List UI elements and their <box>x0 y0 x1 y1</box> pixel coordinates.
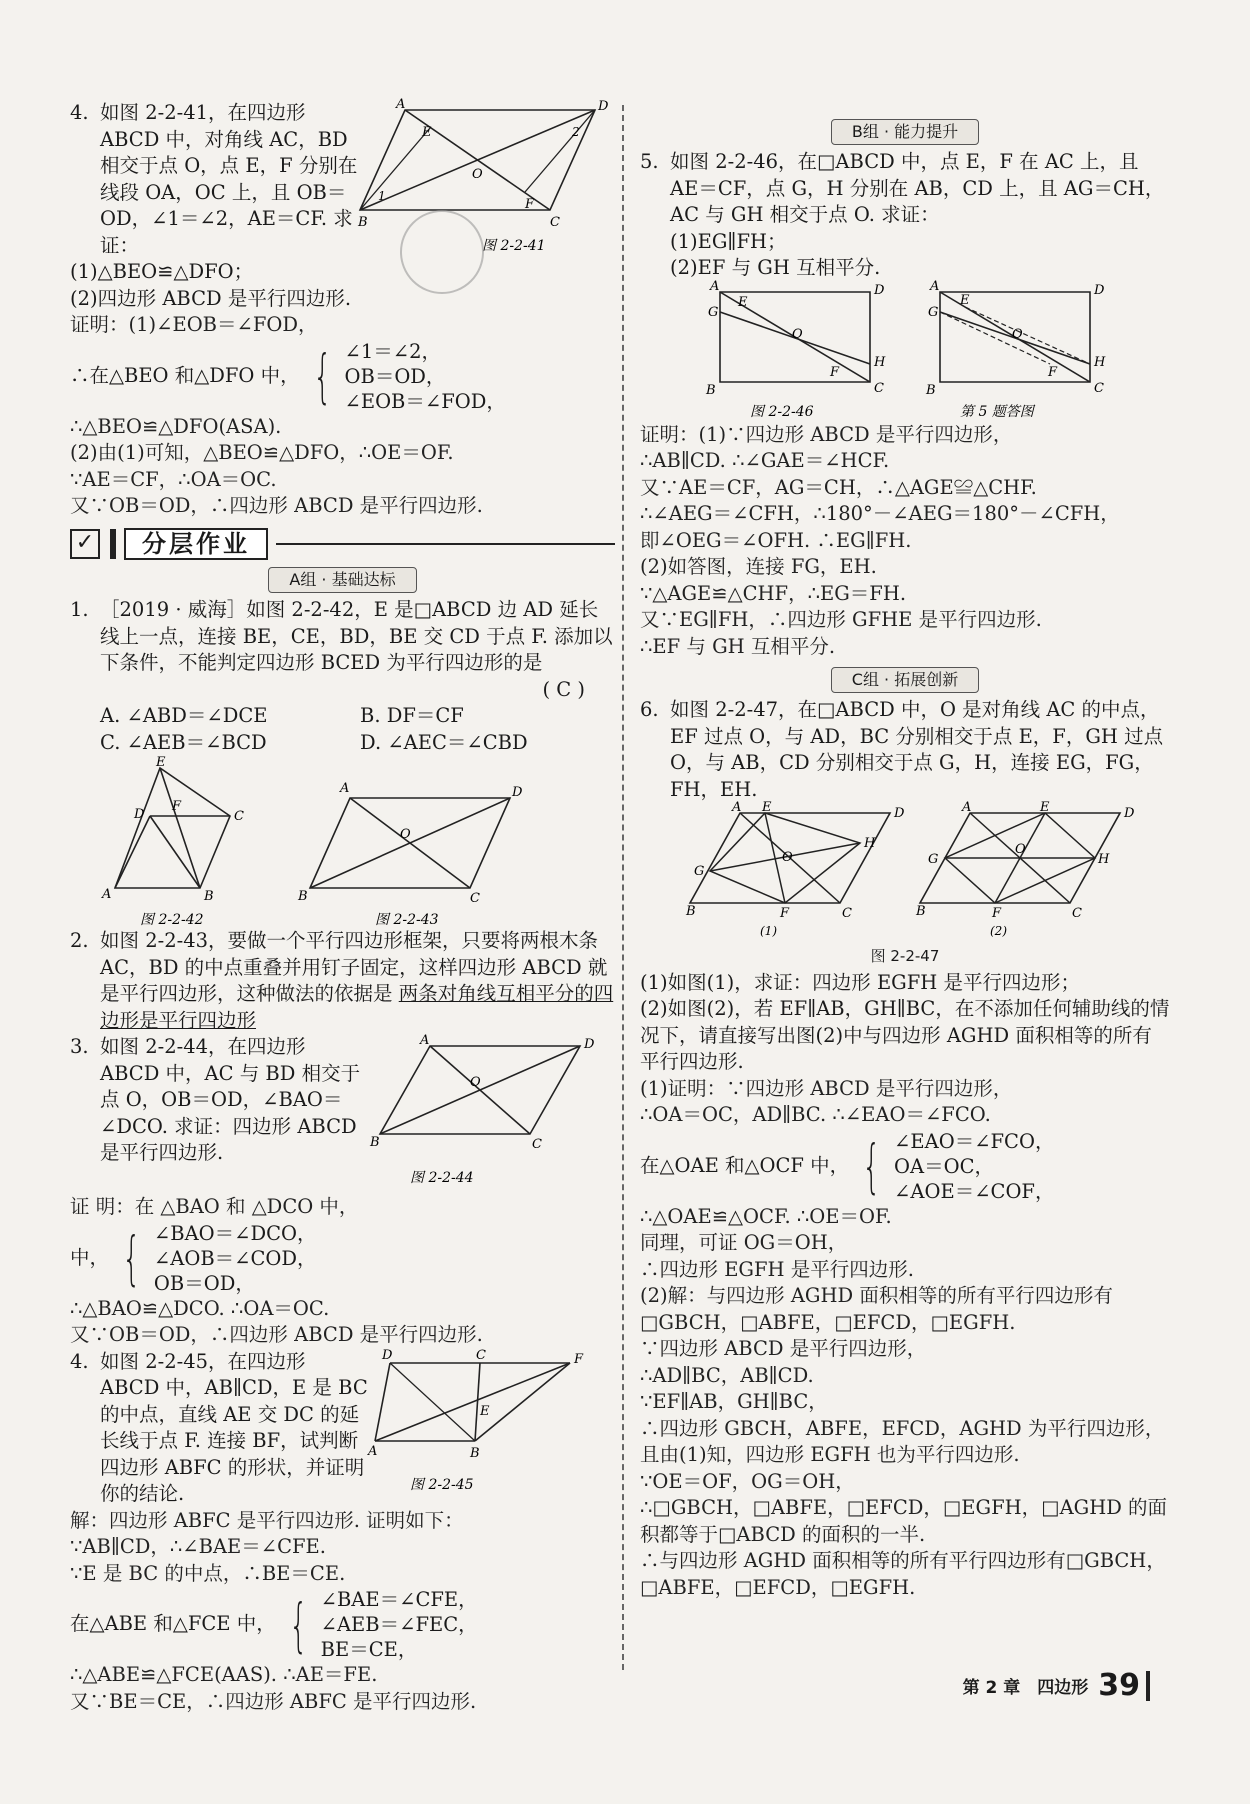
svg-text:E: E <box>960 292 970 308</box>
answer-line: ∵EF∥AB，GH∥BC， <box>640 1390 828 1413</box>
figure-2-2-45 <box>370 1349 610 1499</box>
problem-text: 如图 2-2-43，要做一个平行四边形框架，只要将两根木条 AC，BD 的中点重叠并用钉子固定，这样四边形 ABCD 就是平行四边形，这种做法的依据是 <box>100 929 608 1005</box>
answer-line: 证明：(1)∵四边形 ABCD 是平行四边形， <box>640 422 1013 446</box>
answer-line: (2)解：与四边形 AGHD 面积相等的所有平行四边形有□GBCH，□ABFE，□EFCD，□EGFH. <box>640 1284 1113 1334</box>
answer-line: ∴OA＝OC，AD∥BC. ∴∠EAO＝∠FCO. <box>640 1103 991 1126</box>
svg-text:E: E <box>762 800 772 815</box>
left-column <box>70 97 615 1715</box>
sub-question: (1)EG∥FH； <box>670 229 787 253</box>
answer-line: (2)如答图，连接 FG，EH. <box>640 555 877 578</box>
svg-text:B: B <box>706 382 716 398</box>
problem-2 <box>70 928 615 1034</box>
svg-text:G: G <box>928 852 939 867</box>
answer-line: ∴△BEO≌△DFO(ASA). <box>70 414 282 438</box>
figure-2-2-42 <box>70 755 270 928</box>
svg-text:B: B <box>470 1445 480 1461</box>
answer-line: ∴EF 与 GH 互相平分. <box>640 634 836 658</box>
answer-line: ∴四边形 EGFH 是平行四边形. <box>640 1257 914 1281</box>
option-a: A. ∠ABD＝∠DCE <box>100 704 268 727</box>
svg-text:A: A <box>368 1443 378 1459</box>
svg-text:D: D <box>1094 282 1105 298</box>
svg-text:C: C <box>550 215 560 230</box>
svg-text:H: H <box>874 354 886 370</box>
svg-text:G: G <box>694 864 705 879</box>
brace-item: ∠EOB＝∠FOD， <box>344 389 506 413</box>
figure-diagram <box>358 97 610 270</box>
brace-item: ∠BAO＝∠DCO， <box>153 1221 317 1245</box>
svg-text:C: C <box>1094 380 1104 396</box>
svg-text:G: G <box>708 304 719 320</box>
figure-caption: 图 2-2-45 <box>410 1476 474 1493</box>
answer-line: 又∵BE＝CE，∴四边形 ABFC 是平行四边形. <box>70 1689 477 1713</box>
figure-2-2-41 <box>358 97 610 286</box>
problem-text: 如图 2-2-45，在四边形 ABCD 中，AB∥CD，E 是 BC 的中点，直线 AE 交 DC 的延长线于点 F. 连接 BF，试判断四边形 ABFC 的形状，并证明你的结论. <box>100 1349 368 1505</box>
brace-symbol: { <box>312 342 332 410</box>
sub-question: (1)△BEO≌△DFO； <box>70 260 254 283</box>
problem-5 <box>640 149 1170 229</box>
svg-text:B: B <box>686 904 696 919</box>
svg-text:B: B <box>204 889 214 904</box>
svg-text:O: O <box>792 326 803 342</box>
svg-text:O: O <box>1015 842 1026 857</box>
brace-item: ∠EAO＝∠FCO， <box>894 1129 1055 1153</box>
svg-text:A: A <box>962 800 972 815</box>
figure-answer-5 <box>920 278 1110 422</box>
page-footer <box>963 1668 1150 1703</box>
group-c-banner: C组 · 拓展创新 <box>640 666 1170 693</box>
problem-4-top <box>70 97 615 286</box>
column-divider <box>622 105 624 1670</box>
brace-item: OB＝OD， <box>153 1271 255 1295</box>
fill-in-answer: 两条对角线互相平分的四边形是平行四边形 <box>100 982 614 1032</box>
problem-number: 6. <box>640 698 659 721</box>
svg-text:C: C <box>874 380 884 396</box>
svg-text:O: O <box>1012 326 1023 342</box>
figure-caption: 图 2-2-44 <box>410 1170 474 1186</box>
answer-line: 证明：(1)∠EOB＝∠FOD， <box>70 313 318 336</box>
answer-line: ∵AE＝CF，∴OA＝OC. <box>70 467 277 491</box>
svg-text:E: E <box>738 294 748 310</box>
answer-line: ∴AD∥BC，AB∥CD. <box>640 1363 814 1387</box>
page-number: 39 <box>1098 1668 1140 1703</box>
chapter-label: 第 2 章 四边形 <box>962 1678 1089 1698</box>
problem-number: 4. <box>70 101 89 124</box>
figure-caption: 图 2-2-46 <box>750 403 814 420</box>
answer-line: ∴□GBCH，□ABFE，□EFCD，□EGFH，□AGHD 的面积都等于□ABCD 的面积的一半. <box>640 1496 1168 1546</box>
checkmark-icon: ✓ <box>70 529 100 559</box>
svg-text:A: A <box>396 97 406 112</box>
answer-line: 又∵AE＝CF，AG＝CH，∴△AGE≌△CHF. <box>640 475 1037 499</box>
svg-text:F: F <box>1048 364 1058 380</box>
svg-text:B: B <box>926 382 936 398</box>
figure-2-2-46 <box>700 278 890 422</box>
problem-text: ［2019 · 威海］如图 2-2-42，E 是□ABCD 边 AD 延长线上一点，连接 BE，CE，BD，BE 交 CD 于点 F. 添加以下条件，不能判定四边形 BCED 为平行四边形的是 <box>100 598 613 674</box>
svg-text:E: E <box>1040 800 1050 815</box>
svg-text:F: F <box>574 1351 584 1367</box>
brace-group <box>640 1129 1170 1204</box>
brace-item: BE＝CE， <box>320 1638 418 1661</box>
answer-line: ∴AB∥CD. ∴∠GAE＝∠HCF. <box>640 449 890 472</box>
answer-line: ∴△OAE≌△OCF. ∴OE＝OF. <box>640 1204 892 1228</box>
svg-text:B: B <box>370 1135 380 1150</box>
figure-caption: 第 5 题答图 <box>960 403 1034 420</box>
brace-item: OB＝OD， <box>344 364 446 388</box>
brace-item: ∠AOB＝∠COD， <box>153 1246 317 1270</box>
brace-item: OA＝OC， <box>894 1154 995 1178</box>
svg-text:E: E <box>480 1403 490 1419</box>
svg-text:F: F <box>992 906 1002 921</box>
brace-group <box>70 1587 615 1662</box>
brace-item: ∠1＝∠2， <box>344 339 441 363</box>
figure-caption: 图 2-2-41 <box>482 238 546 254</box>
answer-line: ∴△BAO≌△DCO. ∴OA＝OC. <box>70 1296 330 1320</box>
svg-text:D: D <box>894 806 905 821</box>
problem-number: 5. <box>640 150 659 173</box>
figure-2-2-47-2 <box>916 800 1140 943</box>
answer-choice: ( C ) <box>542 677 585 701</box>
answer-line: ∴∠AEG＝∠CFH，∴180°－∠AEG＝180°－∠CFH， <box>640 502 1120 525</box>
sub-question: (1)如图(1)，求证：四边形 EGFH 是平行四边形； <box>640 970 1080 994</box>
answer-line: 又∵OB＝OD，∴四边形 ABCD 是平行四边形. <box>70 494 483 517</box>
section-header <box>70 528 615 561</box>
svg-text:C: C <box>1072 906 1082 921</box>
svg-text:D: D <box>584 1037 595 1052</box>
svg-text:A: A <box>732 800 742 815</box>
svg-text:C: C <box>470 891 480 906</box>
answer-line: ∵AB∥CD，∴∠BAE＝∠CFE. <box>70 1535 326 1558</box>
sub-question: (2)如图(2)，若 EF∥AB，GH∥BC，在不添加任何辅助线的情况下，请直接写出图(2)中与四边形 AGHD 面积相等的所有平行四边形. <box>640 997 1170 1073</box>
brace-item: ∠BAE＝∠CFE， <box>320 1588 478 1611</box>
svg-text:H: H <box>1098 852 1110 867</box>
figure-2-2-47 <box>640 800 1170 943</box>
answer-line: ∴四边形 GBCH，ABFE，EFCD，AGHD 为平行四边形，且由(1)知，四边形 EGFH 也为平行四边形. <box>640 1416 1165 1466</box>
problem-number: 1. <box>70 598 89 621</box>
problem-number: 2. <box>70 929 89 952</box>
figure-caption: 图 2-2-47 <box>870 947 940 965</box>
svg-text:C: C <box>476 1347 486 1363</box>
problem-1 <box>70 597 615 677</box>
svg-text:E: E <box>422 125 432 140</box>
figure-caption: 图 2-2-43 <box>375 912 439 928</box>
svg-text:D: D <box>1124 806 1135 821</box>
svg-text:D: D <box>874 282 885 298</box>
brace-item: ∠AEB＝∠FEC， <box>320 1613 478 1636</box>
svg-text:O: O <box>782 850 793 865</box>
figure-caption: 图 2-2-42 <box>140 912 204 928</box>
svg-text:F: F <box>525 197 535 212</box>
answer-line: ∴与四边形 AGHD 面积相等的所有平行四边形有□GBCH，□ABFE，□EFCD，□EGFH. <box>640 1549 1166 1599</box>
brace-symbol: { <box>122 1224 141 1292</box>
answer-line: ∵四边形 ABCD 是平行四边形， <box>640 1337 927 1360</box>
brace-lead: 在△OAE 和△OCF 中， <box>640 1153 850 1177</box>
svg-text:A: A <box>930 278 940 294</box>
svg-text:C: C <box>532 1137 542 1152</box>
brace-symbol: { <box>862 1132 881 1200</box>
svg-text:D: D <box>598 99 609 114</box>
problem-text: 如图 2-2-44，在四边形 ABCD 中，AC 与 BD 相交于点 O，OB＝OD，∠BAO＝∠DCO. 求证：四边形 ABCD 是平行四边形. <box>100 1035 361 1164</box>
svg-text:F: F <box>780 906 790 921</box>
brace-lead: ∴在△BEO 和△DFO 中， <box>70 363 300 387</box>
svg-text:C: C <box>234 809 244 824</box>
svg-text:O: O <box>472 167 483 182</box>
problem-number: 4. <box>70 1349 89 1373</box>
svg-text:A: A <box>710 278 720 294</box>
problem-3 <box>70 1034 615 1194</box>
answer-line: 即∠OEG＝∠OFH. ∴EG∥FH. <box>640 528 912 552</box>
svg-text:A: A <box>102 887 112 902</box>
answer-line: 同理，可证 OG＝OH， <box>640 1231 848 1254</box>
answer-line: (1)证明：∵四边形 ABCD 是平行四边形， <box>640 1076 1013 1100</box>
section-title: 分层作业 <box>124 528 268 561</box>
sub-question: (2)EF 与 GH 互相平分. <box>670 256 881 279</box>
option-b: B. DF＝CF <box>360 704 464 727</box>
figure-2-2-43 <box>290 758 530 928</box>
right-column <box>640 112 1170 1601</box>
svg-text:D: D <box>134 807 145 822</box>
problem-4 <box>70 1349 615 1508</box>
brace-lead: 在△ABE 和△FCE 中， <box>70 1612 276 1636</box>
answer-line: 又∵EG∥FH，∴四边形 GFHE 是平行四边形. <box>640 608 1042 631</box>
answer-line: ∵△AGE≌△CHF，∴EG＝FH. <box>640 581 907 605</box>
group-b-banner: B组 · 能力提升 <box>640 118 1170 145</box>
answer-line: 证 明：在 △BAO 和 △DCO 中， <box>70 1195 359 1218</box>
answer-line: ∵E 是 BC 的中点，∴BE＝CE. <box>70 1561 346 1585</box>
answer-line: ∴△ABE≌△FCE(AAS). ∴AE＝FE. <box>70 1663 378 1686</box>
option-c: C. ∠AEB＝∠BCD <box>100 730 267 754</box>
answer-line: ∵OE＝OF，OG＝OH， <box>640 1469 855 1493</box>
problem-number: 3. <box>70 1035 89 1058</box>
svg-text:2: 2 <box>572 125 580 139</box>
svg-text:1: 1 <box>378 189 386 203</box>
svg-text:D: D <box>382 1347 393 1363</box>
problem-text: 如图 2-2-46，在□ABCD 中，点 E，F 在 AC 上，且 AE＝CF，点 G，H 分别在 AB，CD 上，且 AG＝CH，AC 与 GH 相交于点 O. 求证： <box>670 150 1165 226</box>
svg-text:C: C <box>842 906 852 921</box>
svg-text:O: O <box>400 827 411 842</box>
svg-text:O: O <box>470 1075 481 1090</box>
brace-item: ∠AOE＝∠COF， <box>894 1179 1055 1203</box>
svg-text:B: B <box>358 215 368 230</box>
svg-text:F: F <box>830 364 840 380</box>
group-a-banner: A组 · 基础达标 <box>70 566 615 593</box>
answer-line: (2)由(1)可知，△BEO≌△DFO，∴OE＝OF. <box>70 441 454 464</box>
figures-row <box>70 755 615 928</box>
svg-text:B: B <box>298 889 308 904</box>
svg-text:G: G <box>928 304 939 320</box>
brace-group <box>70 339 615 414</box>
svg-text:H: H <box>864 836 876 851</box>
answer-line: 解：四边形 ABFC 是平行四边形. 证明如下： <box>70 1508 464 1532</box>
brace-symbol: { <box>288 1590 308 1659</box>
stamp-watermark <box>400 210 484 294</box>
figure-2-2-47-1 <box>686 800 910 943</box>
subfigure-label: (2) <box>990 924 1007 938</box>
svg-text:B: B <box>916 904 926 919</box>
figures-row <box>640 278 1170 422</box>
sub-question: (2)四边形 ABCD 是平行四边形. <box>70 286 352 310</box>
svg-text:A: A <box>420 1033 430 1048</box>
svg-text:F: F <box>172 799 182 814</box>
svg-text:A: A <box>340 781 350 796</box>
problem-text: 如图 2-2-47，在□ABCD 中，O 是对角线 AC 的中点，EF 过点 O，与 AD，BC 分别相交于点 E，F，GH 过点 O，与 AB，CD 分别相交于点 G，H，连接 EG，FG，FH，EH. <box>670 698 1164 801</box>
problem-6 <box>640 697 1170 803</box>
figure-2-2-44 <box>370 1034 610 1194</box>
svg-text:E: E <box>156 755 166 770</box>
problem-text: 如图 2-2-41，在四边形 ABCD 中，对角线 AC，BD 相交于点 O，点 E，F 分别在线段 OA，OC 上，且 OB＝OD，∠1＝∠2，AE＝CF. 求证： <box>100 101 358 257</box>
svg-text:D: D <box>512 785 523 800</box>
svg-text:H: H <box>1094 354 1106 370</box>
brace-group: 中， { ∠BAO＝∠DCO， ∠AOB＝∠COD， OB＝OD， <box>70 1221 317 1295</box>
option-d: D. ∠AEC＝∠CBD <box>360 730 528 754</box>
subfigure-label: (1) <box>760 924 777 938</box>
answer-line: 又∵OB＝OD，∴四边形 ABCD 是平行四边形. <box>70 1323 483 1346</box>
